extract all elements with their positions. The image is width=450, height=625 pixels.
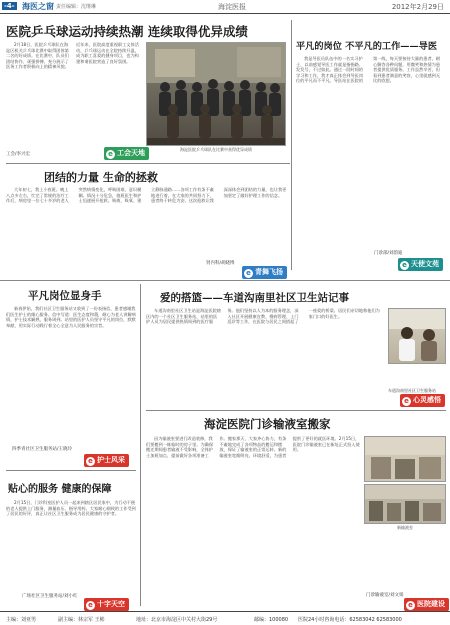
section-brand: 海医之窗 xyxy=(22,2,54,11)
e-logo-icon: e xyxy=(400,261,409,270)
caring-section-tag xyxy=(84,598,129,611)
caring-paragraph: 2月15日，门诊科室医护人员一起来到辖区居民家中，为行动不便的老人提供上门服务，测量血压、指导用药。大家耐心细致的工作受到了居民的好评，真正让社区卫生服务成为居民健康的守护者。 xyxy=(6,500,136,517)
section-divider xyxy=(146,410,446,411)
tag-label: 医院建设 xyxy=(417,600,445,608)
team-photo-illustration xyxy=(147,43,286,146)
footer-editor-in-chief: 主编：刘亚男 xyxy=(6,617,37,623)
unity-byline: 肾内科/胡晓博 xyxy=(206,261,235,266)
bridge-paragraph: 车道沟南里社区卫生站是海淀医院辖区内的一个社区卫生服务站，站里的医护人员为居民提供热情周到的医疗服务。他们坚持以人为本的服务理念，深入社区开展健康宣教、慢病管理、上门巡诊等工作，在医院与居民之间搭起了一座爱的桥梁。居民们亲切地称他们为家门口的好医生。 xyxy=(146,308,380,325)
pingpong-paragraph: 2月18日，医院乒乓球队在海淀区机关乒乓球比赛中取得团体第二名的好成绩。在比赛中，队员们团结协作、顽强拼搏，充分展示了医务工作者积极向上的精神风貌。近年来，医院高度重视职工文体活动，乒乓球运动在全院持续升温，成为职工喜爱的健身项目，也为构建和谐医院营造了良好氛围。 xyxy=(6,42,139,70)
nurse-section-tag xyxy=(398,258,443,271)
footer-postcode: 邮编：100080 xyxy=(254,617,289,623)
e-logo-icon: e xyxy=(86,601,95,610)
ordinary-byline: 四季青社区卫生服务站/王晓玲 xyxy=(12,447,73,452)
e-logo-icon: e xyxy=(106,150,115,159)
unity-section-tag xyxy=(242,266,287,279)
page-number: -4- xyxy=(4,2,15,10)
clinic-byline: 门诊输液室/刘文娟 xyxy=(366,593,404,598)
paper-name: 海淀医报 xyxy=(218,3,246,11)
clinic-photo-illustration xyxy=(365,485,446,524)
nurse-paragraph: 我是导医员队伍中的一名实习护士，以前感觉导医工作就是指指路、发发号，不过如此。通过一段时间的学习和工作，我才真正体会到导医岗位的平凡而不平凡。导医站在医院的第一线，每天要接待大量的患者，耐心解答各种问题，用微笑和热情为患者提供优质服务。工作虽然辛苦，但看到患者满意的笑容，心里就感到无比的欣慰。 xyxy=(296,56,441,84)
bridge-photo-illustration xyxy=(389,309,446,364)
pingpong-section-tag xyxy=(104,147,149,160)
footer-phone: 医院24小时咨询电话：62583042 62583000 xyxy=(298,617,402,623)
nurse-byline: 门诊部/刘韵迪 xyxy=(374,251,403,256)
caring-headline: 贴心的服务 健康的保障 xyxy=(8,484,112,495)
bridge-section-tag xyxy=(400,394,445,407)
footer-deputy-editors: 副主编：林宗军 王彬 xyxy=(58,617,105,623)
caring-body xyxy=(6,500,136,590)
e-logo-icon: e xyxy=(244,269,253,278)
section-divider xyxy=(6,163,290,164)
bridge-photo xyxy=(388,308,446,364)
caring-byline: 广场社区卫生服务站/刘小红 xyxy=(22,594,78,599)
ordinary-body xyxy=(6,306,136,444)
section-divider xyxy=(0,280,450,281)
column-divider xyxy=(291,20,292,270)
bridge-byline: 车道沟南里社区卫生服务站 xyxy=(388,388,436,393)
ordinary-paragraph: 新春伊始，我们社区卫生服务站又收到了一份表扬信，患者感谢我们医生护士的细心服务。信中写道：医生态度和蔼，耐心为老人讲解病情，护士技术娴熟，服务周到。站里的医护人员坚守平凡的岗位，默默奉献，用实际行动践行着全心全意为人民服务的宗旨。 xyxy=(6,306,136,328)
e-logo-icon: e xyxy=(402,397,411,406)
nurse-body xyxy=(296,56,444,248)
tag-label: 护士风采 xyxy=(97,456,125,464)
clinic-section-tag xyxy=(404,598,449,611)
ordinary-headline: 平凡岗位显身手 xyxy=(28,290,102,302)
bridge-body xyxy=(146,308,384,384)
ordinary-section-tag xyxy=(84,454,129,467)
clinic-paragraph: 因为输液室要进行改造装修，我们要搬到一栋临时的房子里。为确保搬迁期间患者输液不受影响，全体护士加班加点，提前做好各项准备工作。搬家那天，大家齐心协力，有条不紊地完成了各项物品的搬运和摆放，保证了输液室的正常运转。新的输液室宽敞明亮，环境舒适，为患者提供了更好的就医环境。2月15日，医院门诊输液室已在新址正式投入使用。 xyxy=(146,436,360,458)
tag-label: 十字天空 xyxy=(97,600,125,608)
tag-label: 天使文苑 xyxy=(411,260,439,268)
clinic-photo-caption: 新输液室 xyxy=(397,525,413,530)
e-logo-icon: e xyxy=(406,601,415,610)
pingpong-byline: 工会/李兴宏 xyxy=(6,152,31,157)
issue-date: 2012年2月29日 xyxy=(391,3,444,11)
pingpong-team-photo xyxy=(146,42,286,146)
column-divider xyxy=(140,284,141,606)
pingpong-headline: 医院乒乓球运动持续热潮 连续取得优异成绩 xyxy=(6,24,248,39)
page-footer xyxy=(0,611,450,625)
unity-paragraph: 大年初七，我上小夜班。晚上八点多左右，忙完了常规的治疗工作后，病房里一位七十多岁的老人突然病情变化，呼吸困难，意识模糊。情况十分危急，值班医生和护士迅速展开抢救。吸痰、吸氧、建立静脉通路……各项工作有条不紊地进行着。在大家的共同努力下，患者终于转危为安。这次抢救让我深深体会到团结的力量，也让我更加坚定了做好护理工作的信念。 xyxy=(6,187,287,204)
section-editor: 责任编辑：沈继琳 xyxy=(56,4,97,10)
nurse-headline: 平凡的岗位 不平凡的工作——导医 xyxy=(296,41,438,52)
clinic-body xyxy=(146,436,360,598)
bridge-headline: 爱的搭篮——车道沟南里社区卫生站记事 xyxy=(160,292,349,304)
clinic-photo-1 xyxy=(364,436,446,482)
clinic-photo-2 xyxy=(364,484,446,524)
clinic-photo-illustration xyxy=(365,437,446,482)
page-header xyxy=(0,0,450,14)
tag-label: 青舞飞扬 xyxy=(255,268,283,276)
unity-headline: 团结的力量 生命的拯救 xyxy=(44,171,158,184)
e-logo-icon: e xyxy=(86,457,95,466)
unity-body xyxy=(6,187,290,259)
clinic-headline: 海淀医院门诊输液室搬家 xyxy=(204,417,331,431)
footer-address: 地址：北京市海淀区中关村大街29号 xyxy=(136,617,218,623)
tag-label: 工会天地 xyxy=(117,149,145,157)
pingpong-body xyxy=(6,42,140,150)
tag-label: 心灵感悟 xyxy=(413,396,441,404)
pingpong-photo-caption: 海淀医院乒乓球队在比赛中获得优异成绩 xyxy=(180,147,252,152)
section-divider xyxy=(6,470,136,471)
